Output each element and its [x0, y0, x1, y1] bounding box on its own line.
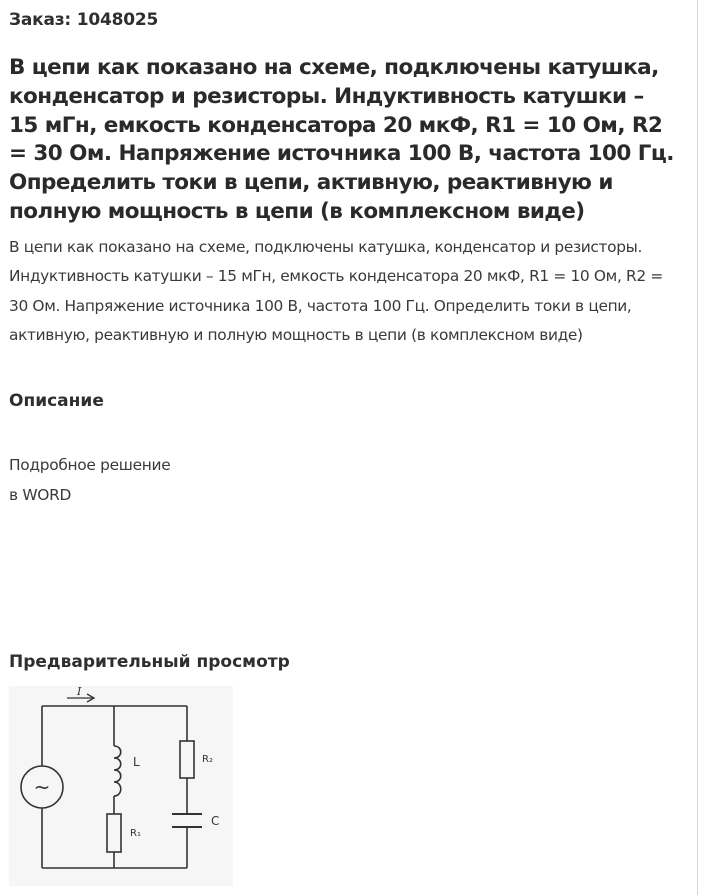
- description-line-2: в WORD: [9, 485, 72, 504]
- preview-heading: Предварительный просмотр: [9, 652, 290, 672]
- resistor-r1-symbol: [107, 814, 121, 852]
- task-title: В цепи как показано на схеме, подключены катушка, конденсатор и резисторы. Индуктивность катушки – 15 мГн, емкость конденсатора 20 мкФ, R1 = 10 Ом, R2 = 30 Ом. Напряжение источника 100 В, частота 100 Гц. Определить токи в цепи, активную, реактивную и полную мощность в цепи (в комплексном виде): [9, 55, 674, 224]
- resistor-r2-symbol: [180, 741, 194, 778]
- description-text: [9, 451, 170, 510]
- capacitor-label: C: [211, 814, 220, 828]
- current-label: I: [77, 686, 82, 698]
- task-text: В цепи как показано на схеме, подключены катушка, конденсатор и резисторы. Индуктивность катушки – 15 мГн, емкость конденсатора 20 мкФ, R1 = 10 Ом, R2 = 30 Ом. Напряжение источника 100 В, частота 100 Гц. Определить токи в цепи, активную, реактивную и полную мощность в цепи (в комплексном виде): [9, 238, 663, 345]
- preview-image[interactable]: [9, 686, 233, 886]
- description-line-1: Подробное решение: [9, 456, 171, 474]
- order-number: Заказ: 1048025: [9, 10, 159, 30]
- source-label: ~: [33, 775, 51, 799]
- capacitor-symbol: [172, 814, 202, 827]
- resistor-r1-label: R₁: [130, 828, 141, 839]
- circuit-diagram: [9, 686, 233, 886]
- resistor-r2-label: R₂: [202, 754, 213, 765]
- inductor-label: L: [133, 755, 140, 769]
- inductor-symbol: [114, 746, 121, 796]
- description-heading: Описание: [9, 391, 104, 411]
